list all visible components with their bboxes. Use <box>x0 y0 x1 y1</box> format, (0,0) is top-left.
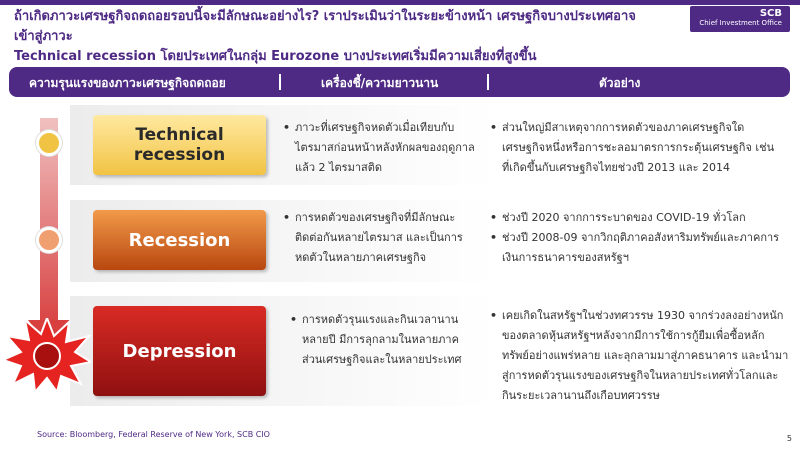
explosion-icon <box>3 318 91 392</box>
indicator-list-depression <box>290 310 475 370</box>
table-header <box>9 67 790 97</box>
indicator-list-technical <box>283 118 475 178</box>
top-accent-bar <box>0 0 800 5</box>
brand-subtitle: Chief Investment Office <box>699 19 782 27</box>
list-item: • ส่วนใหญ่มีสาเหตุจากการหดตัวของภาคเศรษฐกิจใดเศรษฐกิจหนึ่งหรือการชะลอมาตรการกระตุ้นเศรษฐกิจ เช่นที่เกิดขึ้นกับเศรษฐกิจไทยช่วงปี 2013 และ 2014 <box>490 118 780 178</box>
level-dot-technical <box>36 130 62 156</box>
list-item: • เคยเกิดในสหรัฐฯในช่วงทศวรรษ 1930 จากร่วงลงอย่างหนักของตลาดหุ้นสหรัฐฯหลังจากมีการใช้การกู้ยืมเพื่อซื้อหลักทรัพย์อย่างแพร่หลาย และลุกลามมาสู่ภาคธนาคาร และนำมาสู่การหดตัวรุนแรงของเศรษฐกิจในหลายประเทศทั่วโลกและกินระยะเวลานานถึงเกือบทศวรรษ <box>490 306 790 406</box>
level-dot-recession <box>36 227 62 253</box>
page-title-line-2: Technical recession โดยประเทศในกลุ่ม Eurozone บางประเทศเริ่มมีความเสี่ยงที่สูงขึ้น <box>14 49 537 64</box>
brand-name: SCB <box>759 8 782 19</box>
page-number: 5 <box>786 434 792 443</box>
list-item: • ช่วงปี 2020 จากการระบาดของ COVID-19 ทั่วโลก <box>490 208 780 228</box>
header-divider <box>487 74 489 90</box>
page-title-line-1: ถ้าเกิดภาวะเศรษฐกิจถดถอยรอบนี้จะมีลักษณะอย่างไร? เราประเมินว่าในระยะข้างหน้า เศรษฐกิจบางประเทศอาจเข้าสู่ภาวะ <box>14 9 636 44</box>
brand-logo <box>690 6 790 32</box>
list-item: • ช่วงปี 2008-09 จากวิกฤติภาคอสังหาริมทรัพย์และภาคการเงินการธนาคารของสหรัฐฯ <box>490 228 780 268</box>
level-box-depression <box>93 306 266 396</box>
level-box-technical-recession <box>93 115 266 175</box>
source-note: Source: Bloomberg, Federal Reserve of New York, SCB CIO <box>37 430 270 439</box>
indicator-list-recession <box>283 208 475 268</box>
level-label: Depression <box>122 340 237 362</box>
header-indicator: เครื่องชี้/ความยาวนาน <box>321 76 439 90</box>
example-list-technical <box>490 118 780 178</box>
level-label: Recession <box>128 229 231 251</box>
list-item: • การหดตัวรุนแรงและกินเวลานานหลายปี มีการลุกลามในหลายภาคส่วนเศรษฐกิจและในหลายประเทศ <box>290 310 475 370</box>
level-box-recession <box>93 210 266 270</box>
list-item: • ภาวะที่เศรษฐกิจหดตัวเมื่อเทียบกับไตรมาสก่อนหน้าหลังหักผลของฤดูกาลแล้ว 2 ไตรมาสติด <box>283 118 475 178</box>
level-label: Technical recession <box>133 125 226 165</box>
example-list-recession <box>490 208 780 268</box>
header-severity: ความรุนแรงของภาวะเศรษฐกิจถดถอย <box>29 76 226 90</box>
list-item: • การหดตัวของเศรษฐกิจที่มีลักษณะติดต่อกันหลายไตรมาส และเป็นการหดตัวในหลายภาคเศรษฐกิจ <box>283 208 475 268</box>
header-examples: ตัวอย่าง <box>599 76 641 90</box>
header-divider <box>279 74 281 90</box>
example-list-depression <box>490 306 790 406</box>
page-title <box>14 7 654 67</box>
